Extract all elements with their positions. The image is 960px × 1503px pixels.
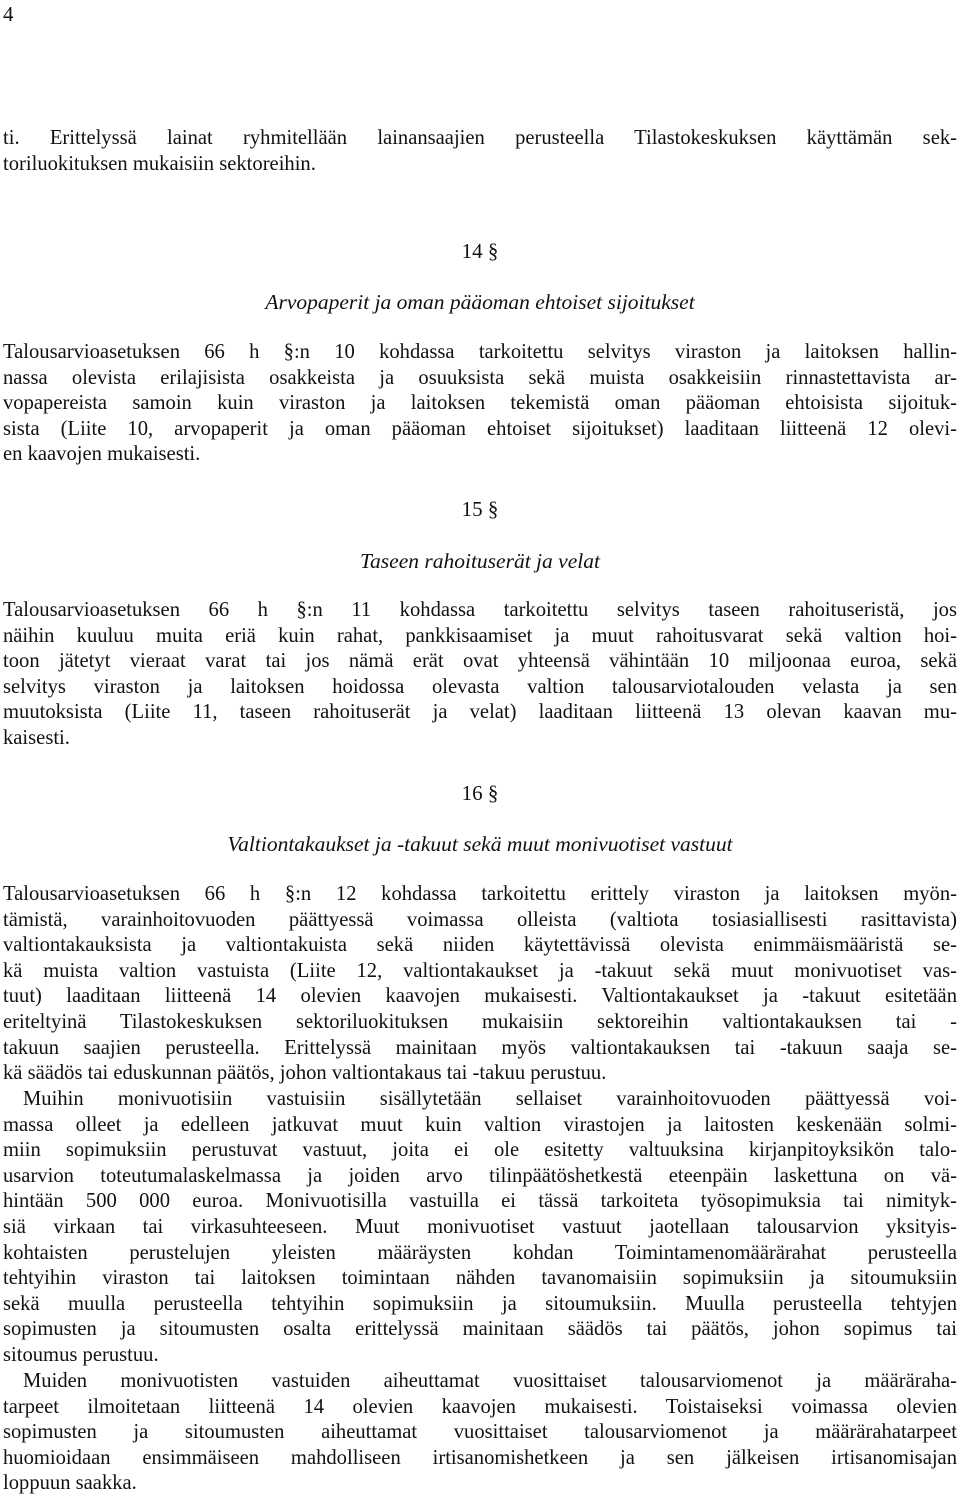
text-line: tehtyihin viraston tai laitoksen toimintaan nähden tavanomaisiin sopimuksiin ja sitoumuksiin [3, 1267, 957, 1290]
text-line: siä virkaan tai virkasuhteeseen. Muut monivuotiset vastuut jaotellaan talousarvion yksityis- [3, 1215, 957, 1238]
text-line: sopimusten ja sitoumusten aiheuttamat vuosittaiset talousarviomenot ja määrärahatarpeet [3, 1421, 957, 1444]
section-15-title: Taseen rahoituserät ja velat [360, 549, 600, 573]
text-line: loppuun saakka. [3, 1472, 137, 1495]
text-line: sekä muulla perusteella tehtyihin sopimuksiin ja sitoumuksiin. Muulla perusteella tehtyjen [3, 1292, 957, 1315]
text-line: näihin kuuluu muita eriä kuin rahat, pankkisaamiset ja muut rahoitusvarat sekä valtion hoi- [3, 624, 957, 647]
text-line: toriluokituksen mukaisiin sektoreihin. [3, 152, 316, 175]
text-line: massa olleet ja edelleen jatkuvat muut kuin valtion virastojen ja laitosten keskenään solmi- [3, 1113, 957, 1136]
text-line: usarvion toteutumalaskelmassa ja joiden arvo tilinpäätöshetkestä eteenpäin laskettuna on vä- [3, 1164, 957, 1187]
text-line: kä säädös tai eduskunnan päätös, johon valtiontakaus tai -takuu perustuu. [3, 1062, 607, 1085]
text-line: tarpeet ilmoitetaan liitteenä 14 olevien kaavojen mukaisesti. Toistaiseksi voimassa olevien [3, 1395, 957, 1418]
text-line: tämistä, varainhoitovuoden päättyessä voimassa olleista (valtiota tosiasiallisesti rasittavista) [3, 908, 957, 931]
section-16-title: Valtiontakaukset ja -takuut sekä muut monivuotiset vastuut [227, 832, 733, 856]
text-line: sopimusten ja sitoumusten osalta erittelyssä mainitaan säädös tai päätös, johon sopimus tai [3, 1318, 957, 1341]
text-line: Muiden monivuotisten vastuiden aiheuttamat vuosittaiset talousarviomenot ja määräraha- [23, 1370, 957, 1392]
text-line: valtiontakauksista ja valtiontakuista sekä niiden käytettävissä olevista enimmäismääristä se- [3, 934, 957, 957]
text-line: hintään 500 000 euroa. Monivuotisilla vastuilla ei tässä tarkoiteta työsopimuksia tai nimityk- [3, 1190, 957, 1213]
text-line: en kaavojen mukaisesti. [3, 443, 201, 466]
section-15-number: 15 § [461, 497, 499, 521]
text-line: eriteltyinä Tilastokeskuksen sektoriluokituksen mukaisiin sektoreihin valtiontakauksen tai - [3, 1010, 957, 1033]
text-line: miin sopimuksiin perustuvat vastuut, joita ei ole esitetty valtuuksina kirjanpitoyksikön talo- [3, 1139, 957, 1162]
text-line: huomioidaan ensimmäiseen mahdolliseen irtisanomishetkeen ja sen jälkeisen irtisanomisajan [3, 1446, 957, 1469]
section-16-paragraph-2 [3, 1087, 957, 1369]
text-line: sitoumus perustuu. [3, 1343, 159, 1366]
section-15-paragraph [3, 598, 957, 752]
text-line: Muihin monivuotisiin vastuisiin sisällytetään sellaiset varainhoitovuoden päättyessä voi- [23, 1088, 957, 1110]
text-line: tuut) laaditaan liitteenä 14 olevien kaavojen mukaisesti. Valtiontakaukset ja -takuut esitetään [3, 985, 957, 1008]
text-line: kaisesti. [3, 726, 70, 749]
page-number: 4 [3, 2, 14, 26]
text-line: muutoksista (Liite 11, taseen rahoituserät ja velat) laaditaan liitteenä 13 olevan kaavan mu- [3, 701, 957, 724]
section-16-paragraph-3 [3, 1369, 957, 1497]
text-line: selvitys viraston ja laitoksen hoidossa olevasta valtion talousarviotalouden velasta ja sen [3, 675, 957, 698]
text-line: kä muista valtion vastuista (Liite 12, valtiontakaukset ja -takuut sekä muut monivuotiset vas- [3, 959, 957, 982]
section-14-number: 14 § [461, 239, 499, 263]
text-line: Talousarvioasetuksen 66 h §:n 11 kohdassa tarkoitettu selvitys taseen rahoituseristä, jos [3, 599, 957, 621]
text-line: Talousarvioasetuksen 66 h §:n 10 kohdassa tarkoitettu selvitys viraston ja laitoksen hallin- [3, 341, 957, 363]
text-line: toon jätetyt vieraat varat tai jos nämä erät ovat yhteensä vähintään 10 miljoonaa euroa, sekä [3, 650, 957, 673]
text-line: kohtaisten perustelujen yleisten määräysten kohdan Toimintamenomäärärahat perusteella [3, 1241, 957, 1264]
text-line: vopapereista samoin kuin viraston ja laitoksen tekemistä oman pääoman ehtoisista sijoituk- [3, 392, 957, 415]
section-16-paragraph-1 [3, 882, 957, 1087]
section-16-number: 16 § [461, 781, 499, 805]
text-line: nassa olevista erilajisista osakkeista ja osuuksista sekä muista osakkeisiin rinnastettavista ar- [3, 366, 957, 389]
intro-paragraph [3, 126, 957, 177]
text-line: Talousarvioasetuksen 66 h §:n 12 kohdassa tarkoitettu erittely viraston ja laitoksen myön- [3, 883, 957, 905]
section-14-paragraph [3, 340, 957, 468]
text-line: ti. Erittelyssä lainat ryhmitellään lainansaajien perusteella Tilastokeskuksen käyttämän sek- [3, 127, 957, 149]
text-line: sista (Liite 10, arvopaperit ja oman pääoman ehtoiset sijoitukset) laaditaan liitteenä 12 olevi- [3, 417, 957, 440]
text-line: takuun saajien perusteella. Erittelyssä mainitaan myös valtiontakauksen tai -takuun saaja se- [3, 1036, 957, 1059]
section-14-title: Arvopaperit ja oman pääoman ehtoiset sijoitukset [265, 290, 695, 314]
